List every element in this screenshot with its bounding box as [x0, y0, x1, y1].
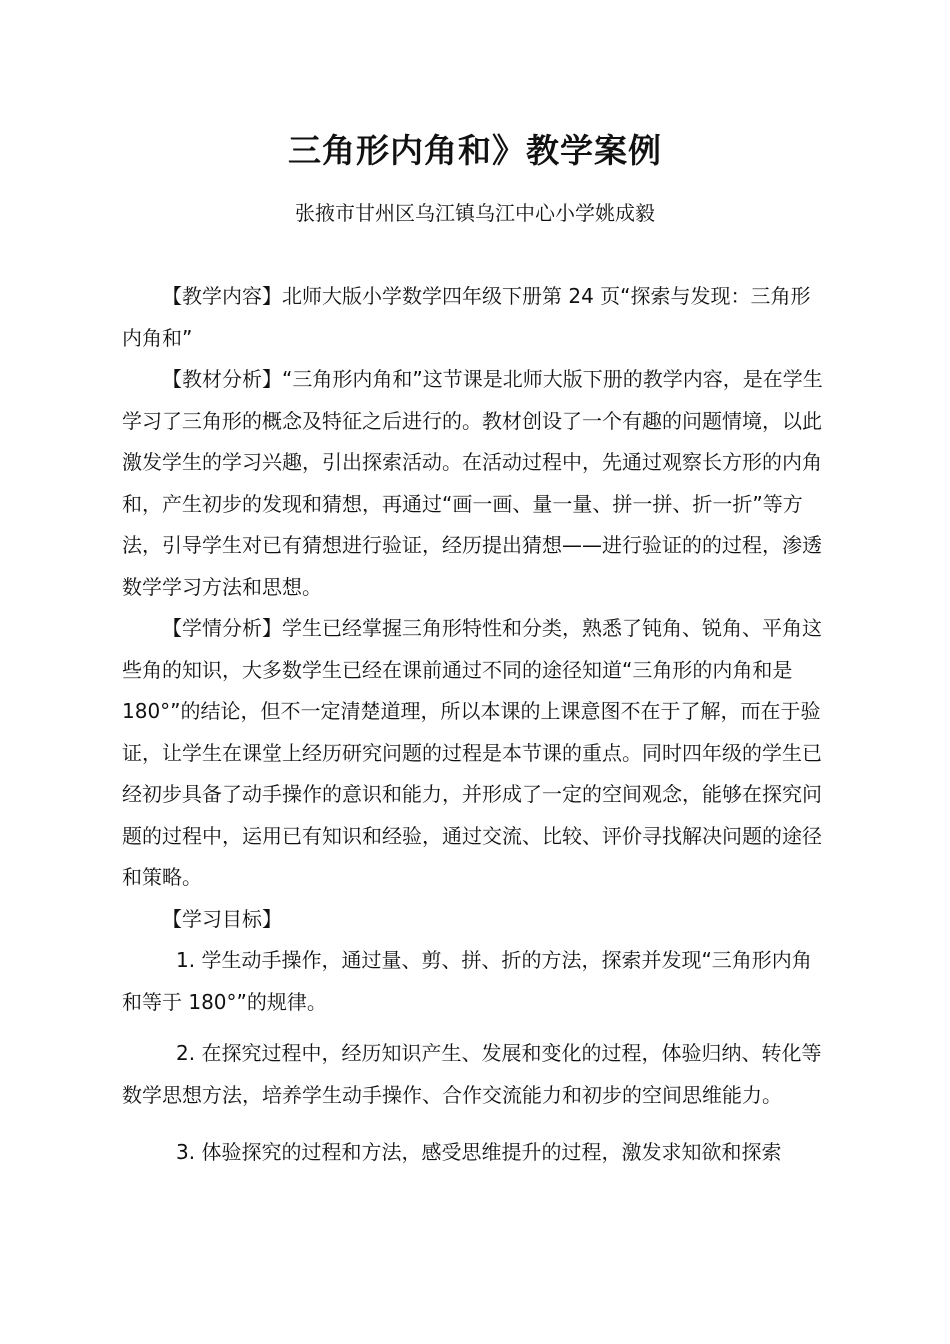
learning-goal-item: 2. 在探究过程中，经历知识产生、发展和变化的过程，体验归纳、转化等数学思想方法，培养学生动手操作、合作交流能力和初步的空间思维能力。: [122, 1041, 822, 1107]
teaching-content-label: 【教学内容】: [162, 284, 282, 308]
student-analysis-paragraph: [122, 608, 830, 899]
material-analysis-label: 【教材分析】: [162, 367, 282, 391]
teaching-content-paragraph: [122, 276, 830, 359]
author-line: 张掖市甘州区乌江镇乌江中心小学姚成毅: [295, 201, 655, 225]
document-title: 三角形内角和》教学案例: [288, 131, 662, 170]
student-analysis-label: 【学情分析】: [162, 616, 282, 640]
document-body: [122, 276, 830, 1174]
learning-goals-heading: 【学习目标】: [162, 906, 282, 931]
student-analysis-text: 学生已经掌握三角形特性和分类，熟悉了钝角、锐角、平角这些角的知识，大多数学生已经在课前通过不同的途径知道“三角形的内角和是 180°”的结论，但不一定清楚道理，所以本课的上课意图不在于了解，而在于验证，让学生在课堂上经历研究问题的过程是本节课的重点。同时四年级的学生已经初步具备了动手操作的意识和能力，并形成了一定的空间观念，能够在探究问题的过程中，运用已有知识和经验，通过交流、比较、评价寻找解决问题的途径和策略。: [122, 616, 822, 889]
learning-goal-item: 3. 体验探究的过程和方法，感受思维提升的过程，激发求知欲和探索: [176, 1140, 782, 1164]
learning-goal-item: 1. 学生动手操作，通过量、剪、拼、折的方法，探索并发现“三角形内角和等于 180°”的规律。: [122, 948, 812, 1014]
material-analysis-text: “三角形内角和”这节课是北师大版下册的教学内容，是在学生学习了三角形的概念及特征之后进行的。教材创设了一个有趣的问题情境，以此激发学生的学习兴趣，引出探索活动。在活动过程中，先通过观察长方形的内角和，产生初步的发现和猜想，再通过“画一画、量一量、拼一拼、折一折”等方法，引导学生对已有猜想进行验证，经历提出猜想——进行验证的的过程，渗透数学学习方法和思想。: [122, 367, 823, 599]
material-analysis-paragraph: [122, 359, 830, 608]
teaching-content-text: 北师大版小学数学四年级下册第 24 页“探索与发现：三角形内角和”: [122, 284, 811, 350]
